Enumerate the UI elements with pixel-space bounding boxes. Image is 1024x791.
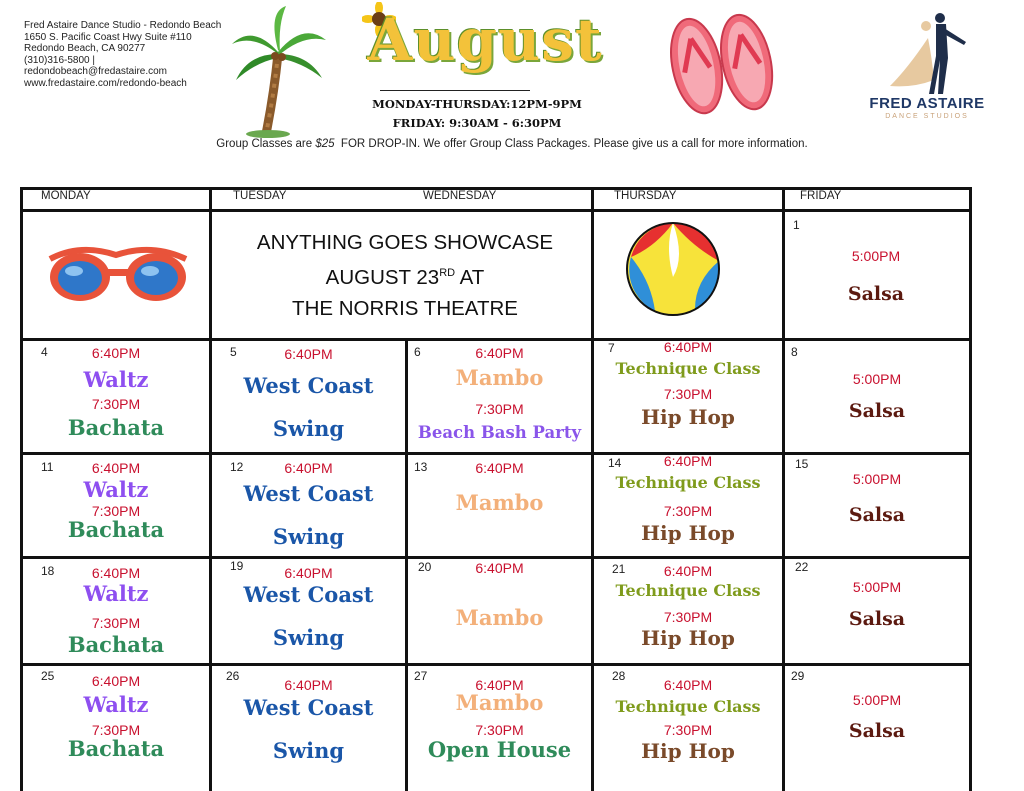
calendar-cell-aug-1 — [783, 210, 969, 338]
calendar-cell-aug-22 — [785, 559, 969, 663]
class-time: 5:00PM — [852, 471, 902, 487]
calendar-cell-aug-8 — [785, 341, 969, 452]
class-time: 7:30PM — [91, 396, 141, 412]
day-number: 27 — [414, 669, 428, 683]
day-number: 1 — [793, 218, 800, 232]
hours-mon-thu: MONDAY-THURSDAY:12PM-9PM — [372, 97, 582, 111]
class-name: West Coast — [243, 481, 374, 506]
day-number: 15 — [795, 457, 809, 471]
class-time: 6:40PM — [663, 563, 713, 579]
class-name: West Coast — [243, 373, 374, 398]
class-name: West Coast — [243, 582, 374, 607]
day-number: 11 — [41, 460, 54, 474]
class-name: Technique Class — [615, 473, 761, 492]
showcase-date: AUGUST 23 — [325, 265, 440, 289]
class-name: Mambo — [455, 605, 544, 630]
day-number: 14 — [608, 456, 622, 470]
class-time: 5:00PM — [852, 579, 902, 595]
calendar-grid — [20, 187, 972, 791]
class-time: 6:40PM — [284, 346, 333, 362]
class-time: 6:40PM — [475, 677, 524, 693]
dancing-couple-logo — [888, 8, 974, 96]
studio-info — [24, 20, 221, 90]
class-time: 7:30PM — [91, 722, 141, 738]
calendar-cell-aug-6 — [408, 341, 591, 452]
class-time: 7:30PM — [663, 386, 713, 402]
day-number: 8 — [791, 345, 798, 359]
calendar-cell-aug-13 — [408, 455, 591, 556]
day-number: 26 — [226, 669, 240, 683]
showcase-line2 — [215, 258, 595, 293]
brand-subtitle: DANCE STUDIOS — [885, 113, 969, 120]
class-time: 7:30PM — [91, 503, 141, 519]
class-time: 6:40PM — [91, 460, 141, 476]
class-name: Mambo — [455, 365, 544, 390]
calendar-cell-aug-27 — [408, 666, 591, 791]
class-time: 5:00PM — [851, 248, 901, 264]
class-name: Waltz — [83, 692, 149, 717]
calendar-cell-aug-12 — [212, 455, 405, 556]
class-time: 5:00PM — [852, 692, 902, 708]
calendar-cell-aug-28 — [594, 666, 782, 791]
class-name: Hip Hop — [641, 626, 735, 650]
showcase-at: AT — [455, 265, 485, 289]
class-time: 6:40PM — [663, 339, 713, 355]
day-header-wednesday: WEDNESDAY — [423, 190, 497, 202]
day-number: 13 — [414, 460, 428, 474]
group-class-note — [0, 138, 1024, 150]
class-time: 6:40PM — [91, 345, 141, 361]
class-name: Hip Hop — [641, 739, 735, 763]
day-header-monday: MONDAY — [41, 190, 91, 202]
class-time: 6:40PM — [663, 453, 713, 469]
studio-address-line1: 1650 S. Pacific Coast Hwy Suite #110 — [24, 31, 192, 43]
class-time: 7:30PM — [663, 722, 713, 738]
showcase-line1: ANYTHING GOES SHOWCASE — [256, 231, 554, 254]
day-number: 22 — [795, 560, 809, 574]
class-time: 6:40PM — [91, 565, 141, 581]
class-name: Bachata — [67, 517, 165, 542]
class-name: Waltz — [83, 477, 149, 502]
class-time: 6:40PM — [284, 677, 333, 693]
class-time: 7:30PM — [663, 503, 713, 519]
event-name: Beach Bash Party — [417, 423, 582, 442]
grid-line — [969, 187, 972, 791]
class-name: Hip Hop — [641, 405, 735, 429]
day-number: 28 — [612, 669, 626, 683]
class-name: Salsa — [848, 720, 906, 742]
day-header-friday: FRIDAY — [800, 190, 842, 202]
class-name-cont: Swing — [272, 625, 345, 650]
drop-in-price: $25 — [315, 138, 335, 150]
class-name: Salsa — [847, 283, 905, 305]
class-time: 6:40PM — [475, 460, 524, 476]
calendar-cell-aug-4 — [23, 341, 209, 452]
showcase-date-suffix: RD — [439, 267, 456, 279]
day-number: 12 — [230, 460, 244, 474]
event-name: Open House — [427, 737, 572, 762]
class-time: 6:40PM — [663, 677, 713, 693]
class-time: 6:40PM — [475, 560, 524, 576]
class-name: Salsa — [848, 400, 906, 422]
class-time: 6:40PM — [284, 460, 333, 476]
class-time: 7:30PM — [91, 615, 141, 631]
class-name: Hip Hop — [641, 521, 735, 545]
day-number: 5 — [230, 345, 237, 359]
class-name-cont: Swing — [272, 524, 345, 549]
day-number: 4 — [41, 345, 48, 359]
group-note-text-rest: FOR DROP-IN. We offer Group Class Packages. Please give us a call for more information. — [334, 138, 808, 150]
beach-ball-icon — [625, 217, 721, 321]
class-name-cont: Swing — [272, 416, 345, 441]
class-time: 7:30PM — [475, 401, 524, 417]
class-name: Salsa — [848, 504, 906, 526]
studio-website: www.fredastaire.com/redondo-beach — [24, 77, 187, 89]
day-number: 29 — [791, 669, 805, 683]
class-name-cont: Swing — [272, 738, 345, 763]
class-name: Technique Class — [615, 581, 761, 600]
class-name: Salsa — [848, 608, 906, 630]
day-header-thursday: THURSDAY — [614, 190, 677, 202]
class-name: Bachata — [67, 736, 165, 761]
day-number: 6 — [414, 345, 421, 359]
class-time: 7:30PM — [475, 722, 524, 738]
day-number: 25 — [41, 669, 55, 683]
palm-tree-icon — [228, 4, 328, 138]
calendar-cell-aug-21 — [594, 559, 782, 663]
day-number: 20 — [418, 560, 432, 574]
class-name: Waltz — [83, 581, 149, 606]
class-name: Mambo — [455, 490, 544, 515]
hours-divider — [380, 90, 530, 91]
calendar-cell-aug-20 — [408, 559, 591, 663]
sunglasses-icon — [40, 237, 196, 313]
class-name: West Coast — [243, 695, 374, 720]
calendar-cell-aug-29 — [785, 666, 969, 791]
flip-flops-icon — [662, 8, 780, 120]
calendar-cell-aug-18 — [23, 559, 209, 663]
brand-name: FRED ASTAIRE — [869, 95, 985, 112]
calendar-cell-aug-15 — [785, 455, 969, 556]
class-time: 7:30PM — [663, 609, 713, 625]
class-name: Technique Class — [615, 359, 761, 378]
day-header-tuesday: TUESDAY — [233, 190, 287, 202]
studio-name: Fred Astaire Dance Studio - Redondo Beach — [24, 20, 222, 31]
day-number: 18 — [41, 564, 55, 578]
day-number: 21 — [612, 562, 626, 576]
class-time: 5:00PM — [852, 371, 902, 387]
month-title: August — [367, 6, 603, 74]
class-time: 6:40PM — [91, 673, 141, 689]
class-time: 6:40PM — [284, 565, 333, 581]
studio-address-line2: Redondo Beach, CA 90277 — [24, 43, 146, 55]
showcase-announcement — [215, 227, 595, 324]
group-note-text: Group Classes are — [216, 138, 316, 150]
studio-phone: (310)316-5800 | — [24, 54, 95, 66]
calendar-cell-aug-19 — [212, 559, 405, 663]
day-number: 7 — [608, 341, 615, 355]
studio-email: redondobeach@fredastaire.com — [24, 66, 168, 78]
calendar-cell-aug-5 — [212, 341, 405, 452]
showcase-line3: THE NORRIS THEATRE — [292, 296, 518, 320]
calendar-cell-aug-11 — [23, 455, 209, 556]
class-name: Bachata — [67, 632, 165, 657]
calendar-cell-aug-26 — [212, 666, 405, 791]
class-name: Technique Class — [615, 697, 761, 716]
class-name: Bachata — [67, 415, 165, 440]
class-name: Mambo — [455, 690, 544, 715]
hours-fri: FRIDAY: 9:30AM - 6:30PM — [392, 116, 562, 130]
calendar-cell-aug-14 — [594, 455, 782, 556]
calendar-cell-aug-25 — [23, 666, 209, 791]
calendar-cell-aug-7 — [594, 341, 782, 452]
class-time: 6:40PM — [475, 345, 524, 361]
day-number: 19 — [230, 559, 244, 573]
class-name: Waltz — [83, 367, 149, 392]
